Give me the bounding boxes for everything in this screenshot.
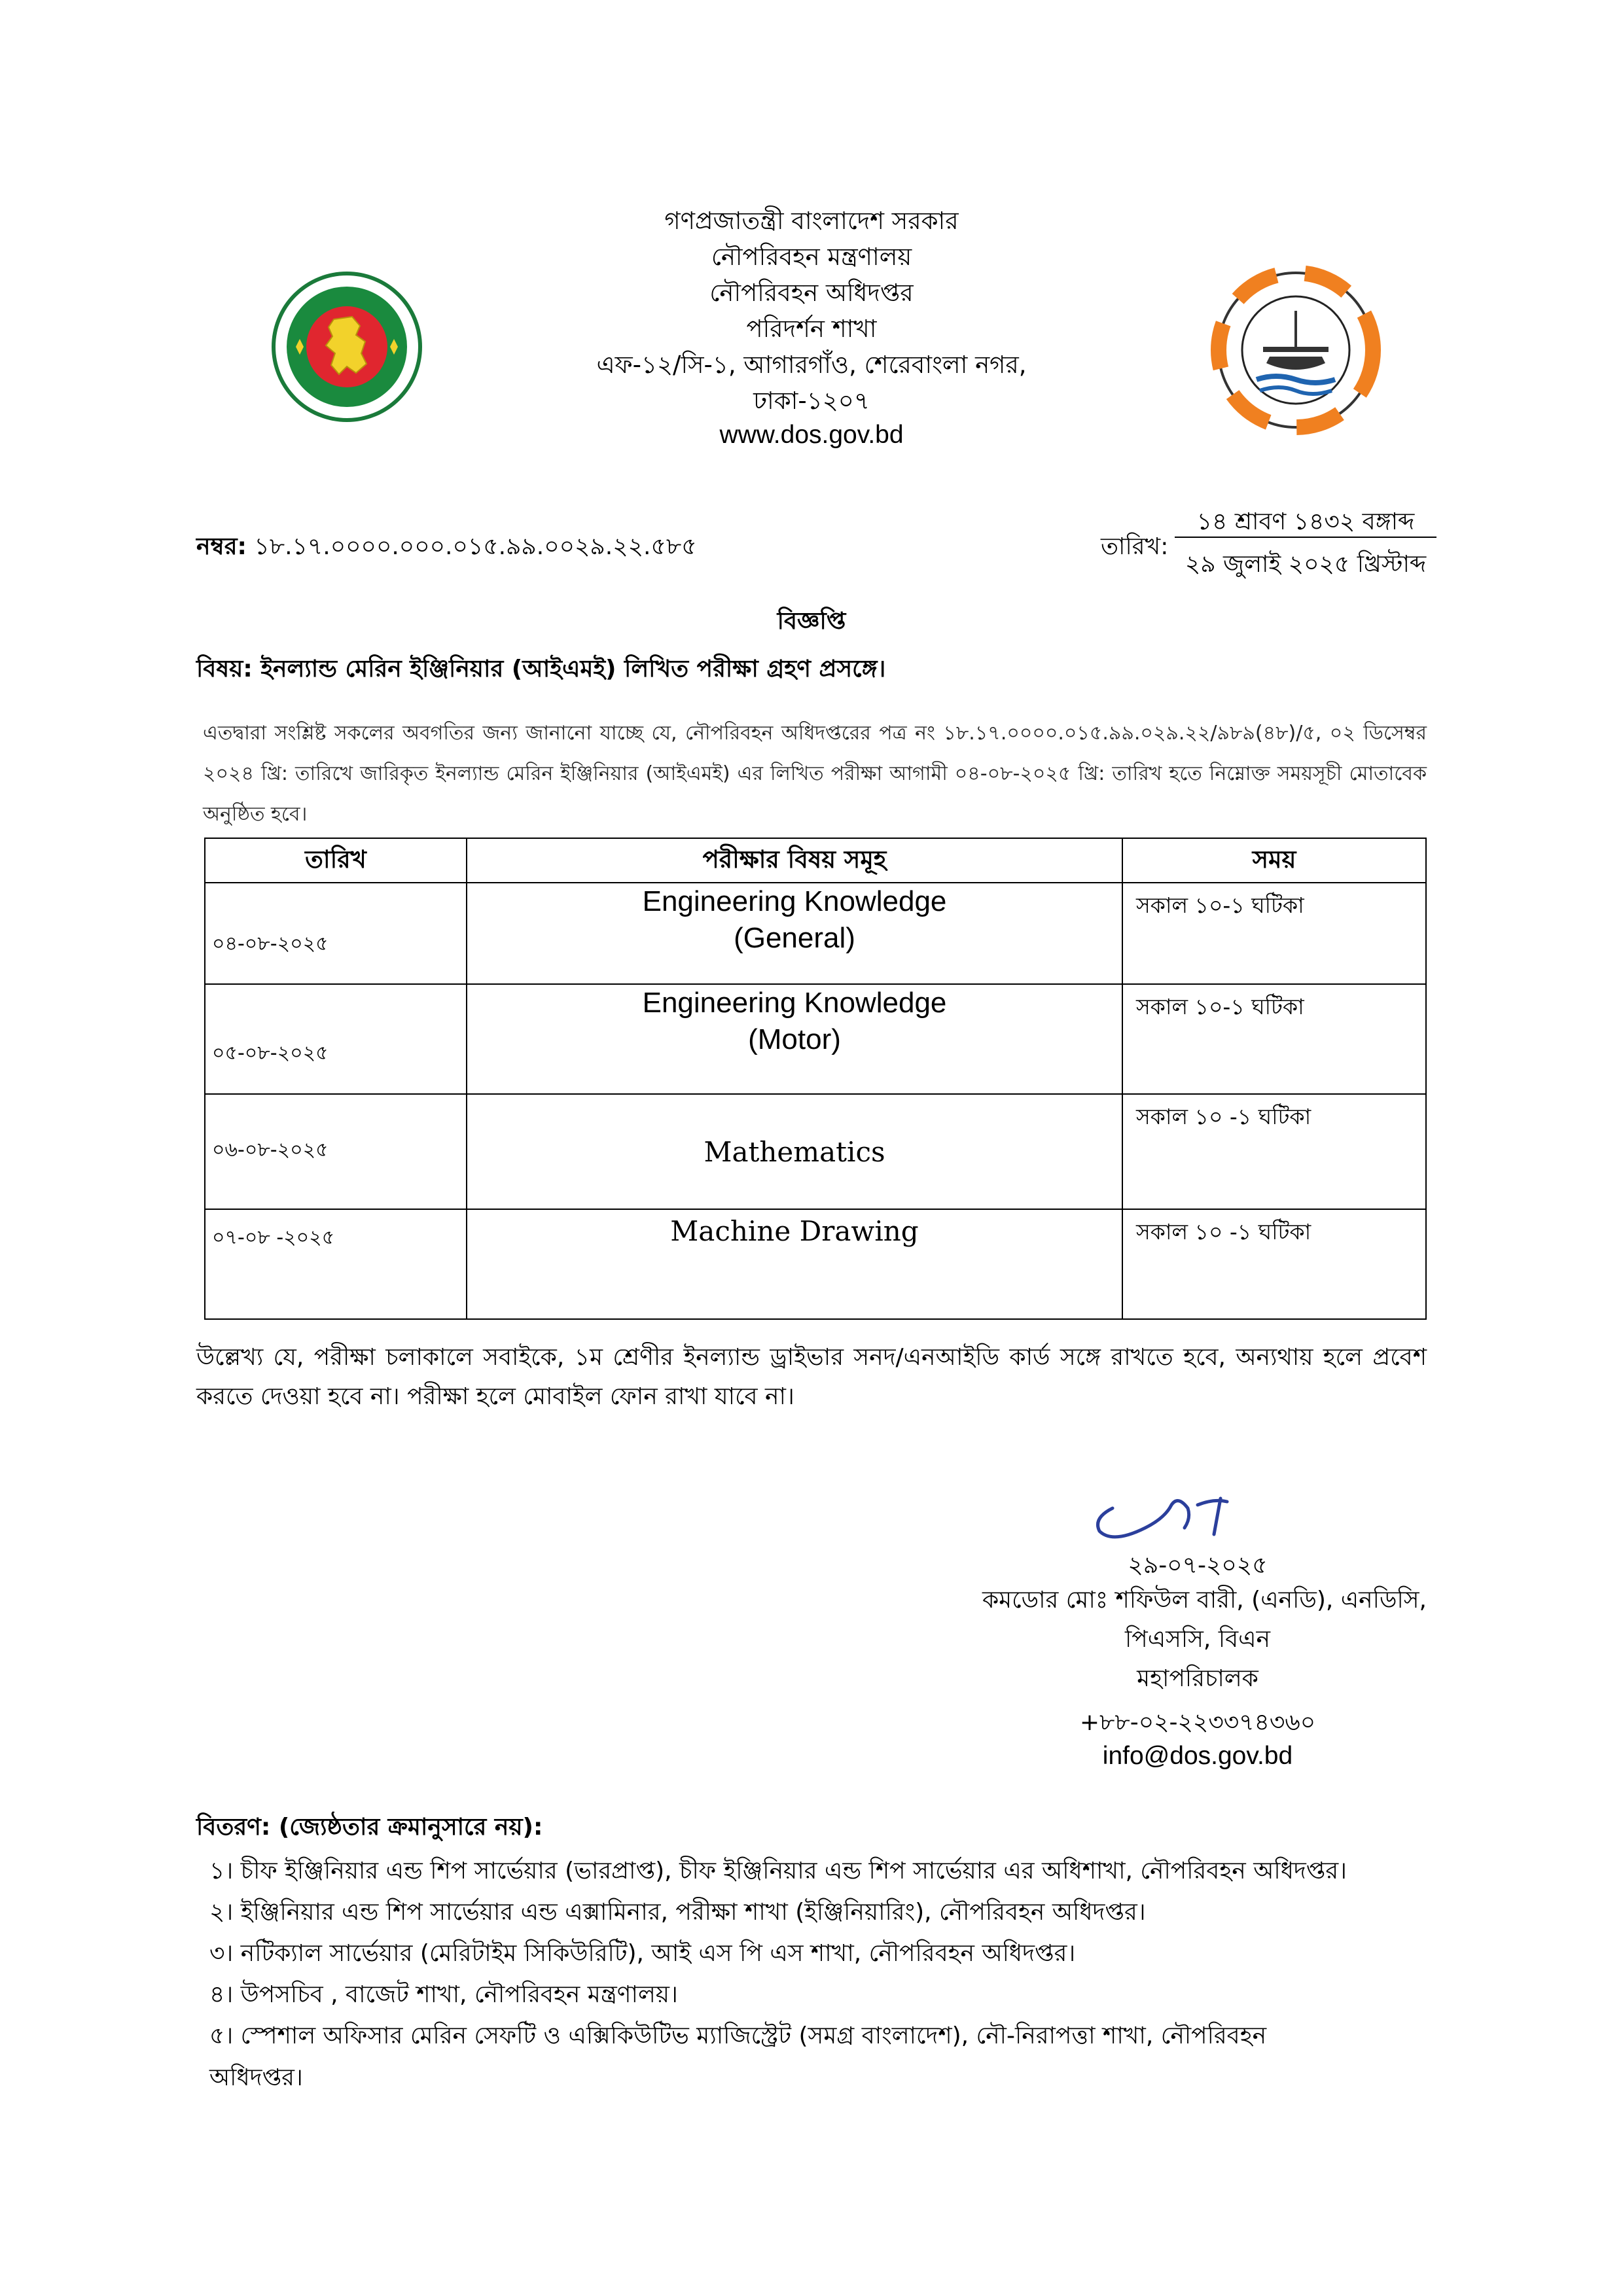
row-date-cell xyxy=(205,1094,467,1209)
distribution-item: ৪। উপসচিব , বাজেট শাখা, নৌপরিবহন মন্ত্রণালয়। xyxy=(209,1981,678,2008)
date-english: ২৯ জুলাই ২০২৫ খ্রিস্টাব্দ xyxy=(1185,551,1427,578)
row-subject-line1: Mathematics xyxy=(704,1135,885,1168)
distribution-item: ২। ইঞ্জিনিয়ার এন্ড শিপ সার্ভেয়ার এন্ড এক্সামিনার, পরীক্ষা শাখা (ইঞ্জিনিয়ারিং), নৌপরিবহন অধিদপ্তর। xyxy=(209,1899,1146,1926)
row-subject-line1: Machine Drawing xyxy=(670,1215,919,1247)
exam-schedule-table xyxy=(204,838,1427,1320)
table-row xyxy=(205,1209,1426,1319)
memo-label: নম্বর: xyxy=(196,533,247,560)
row-subject-cell xyxy=(467,984,1122,1094)
header-website-link[interactable]: www.dos.gov.bd xyxy=(719,421,904,449)
header-line-ministry: নৌপরিবহন মন্ত্রণালয় xyxy=(711,243,912,271)
row-subject-cell xyxy=(467,1094,1122,1209)
row-subject-line2: (Motor) xyxy=(748,1023,841,1055)
signatory-name-line2: পিএসসি, বিএন xyxy=(1124,1626,1271,1653)
distribution-item-continued: অধিদপ্তর। xyxy=(209,2064,303,2091)
header-line-department: নৌপরিবহন অধিদপ্তর xyxy=(709,279,914,307)
row-date-cell xyxy=(205,1209,467,1319)
row-date: ০৪-০৮-২০২৫ xyxy=(212,932,329,955)
row-subject-cell xyxy=(467,883,1122,984)
header-line-address: এফ-১২/সি-১, আগারগাঁও, শেরেবাংলা নগর, xyxy=(596,351,1027,379)
handwritten-signature-icon xyxy=(1073,1469,1296,1547)
signatory-name-line1: কমডোর মোঃ শফিউল বারী, (এনডি), এনডিসি, xyxy=(982,1587,1427,1614)
table-row xyxy=(205,984,1426,1094)
row-time: সকাল ১০-১ ঘটিকা xyxy=(1122,883,1426,984)
distribution-item: ৩। নটিক্যাল সার্ভেয়ার (মেরিটাইম সিকিউরিটি), আই এস পি এস শাখা, নৌপরিবহন অধিদপ্তর। xyxy=(209,1940,1076,1967)
body-paragraph: এতদ্বারা সংশ্লিষ্ট সকলের অবগতির জন্য জানানো যাচ্ছে যে, নৌপরিবহন অধিদপ্তরের পত্র নং ১৮.১৭.০০০০.০১৫.৯৯.০২৯.২২/৯৮৯(৪৮)/৫, ০২ ডিসেম্বর ২০২৪ খ্রি: তারিখে জারিকৃত ইনল্যান্ড মেরিন ইঞ্জিনিয়ার (আইএমই) এর লিখিত পরীক্ষা আগামী ০৪-০৮-২০২৫ খ্রি: তারিখ হতে নিম্নোক্ত সময়সূচী মোতাবেক অনুষ্ঠিত হবে। xyxy=(203,722,1427,826)
row-date-cell xyxy=(205,984,467,1094)
distribution-heading: বিতরণ: (জ্যেষ্ঠতার ক্রমানুসারে নয়): xyxy=(196,1814,543,1841)
signatory-designation: মহাপরিচালক xyxy=(1137,1665,1258,1692)
row-time: সকাল ১০ -১ ঘটিকা xyxy=(1122,1094,1426,1209)
row-time: সকাল ১০-১ ঘটিকা xyxy=(1122,984,1426,1094)
memo-number xyxy=(196,529,697,568)
row-subject-line1: Engineering Knowledge xyxy=(642,885,947,917)
table-row xyxy=(205,883,1426,984)
subject-line: বিষয়: ইনল্যান্ড মেরিন ইঞ্জিনিয়ার (আইএমই) লিখিত পরীক্ষা গ্রহণ প্রসঙ্গে। xyxy=(196,656,886,682)
row-date: ০৭-০৮ -২০২৫ xyxy=(212,1226,335,1249)
row-date-cell xyxy=(205,883,467,984)
table-header-row xyxy=(205,838,1426,883)
notice-title: বিজ্ঞপ্তি xyxy=(777,608,846,635)
note-paragraph: উল্লেখ্য যে, পরীক্ষা চলাকালে সবাইকে, ১ম শ্রেণীর ইনল্যান্ড ড্রাইভার সনদ/এনআইডি কার্ড সঙ্গে রাখতে হবে, অন্যথায় হলে প্রবেশ করতে দেওয়া হবে না। পরীক্ষা হলে মোবাইল ফোন রাখা যাবে না। xyxy=(196,1344,1427,1410)
distribution-item: ১। চীফ ইঞ্জিনিয়ার এন্ড শিপ সার্ভেয়ার (ভারপ্রাপ্ত), চীফ ইঞ্জিনিয়ার এন্ড শিপ সার্ভেয়ার এর অধিশাখা, নৌপরিবহন অধিদপ্তর। xyxy=(209,1858,1347,1884)
signatory-email[interactable]: info@dos.gov.bd xyxy=(1102,1742,1293,1770)
row-time: সকাল ১০ -১ ঘটিকা xyxy=(1122,1209,1426,1319)
table-row xyxy=(205,1094,1426,1209)
signatory-phone: +৮৮-০২-২২৩৩৭৪৩৬০ xyxy=(1079,1709,1316,1736)
distribution-item: ৫। স্পেশাল অফিসার মেরিন সেফটি ও এক্সিকিউটিভ ম্যাজিস্ট্রেট (সমগ্র বাংলাদেশ), নৌ-নিরাপত্তা শাখা, নৌপরিবহন xyxy=(209,2022,1267,2049)
header-date: তারিখ xyxy=(205,838,467,883)
header-subject: পরীক্ষার বিষয় সমূহ xyxy=(467,838,1122,883)
row-subject-cell xyxy=(467,1209,1122,1319)
row-date: ০৬-০৮-২০২৫ xyxy=(212,1139,329,1161)
date-bangla: ১৪ শ্রাবণ ১৪৩২ বঙ্গাব্দ xyxy=(1196,508,1415,535)
header-line-government: গণপ্রজাতন্ত্রী বাংলাদেশ সরকার xyxy=(664,207,959,235)
memo-number-value: ১৮.১৭.০০০০.০০০.০১৫.৯৯.০০২৯.২২.৫৮৫ xyxy=(246,533,697,560)
date-divider xyxy=(1175,537,1436,538)
row-date: ০৫-০৮-২০২৫ xyxy=(212,1042,329,1065)
header-time: সময় xyxy=(1122,838,1426,883)
date-label: তারিখ: xyxy=(1101,533,1169,560)
row-subject-line1: Engineering Knowledge xyxy=(642,987,947,1019)
header-line-branch: পরিদর্শন শাখা xyxy=(746,315,877,343)
signatory-date: ২৯-০৭-২০২৫ xyxy=(1128,1552,1268,1579)
signature xyxy=(1073,1469,1296,1550)
header-line-city: ঢাকা-১২০৭ xyxy=(753,387,870,415)
row-subject-line2: (General) xyxy=(734,922,855,954)
